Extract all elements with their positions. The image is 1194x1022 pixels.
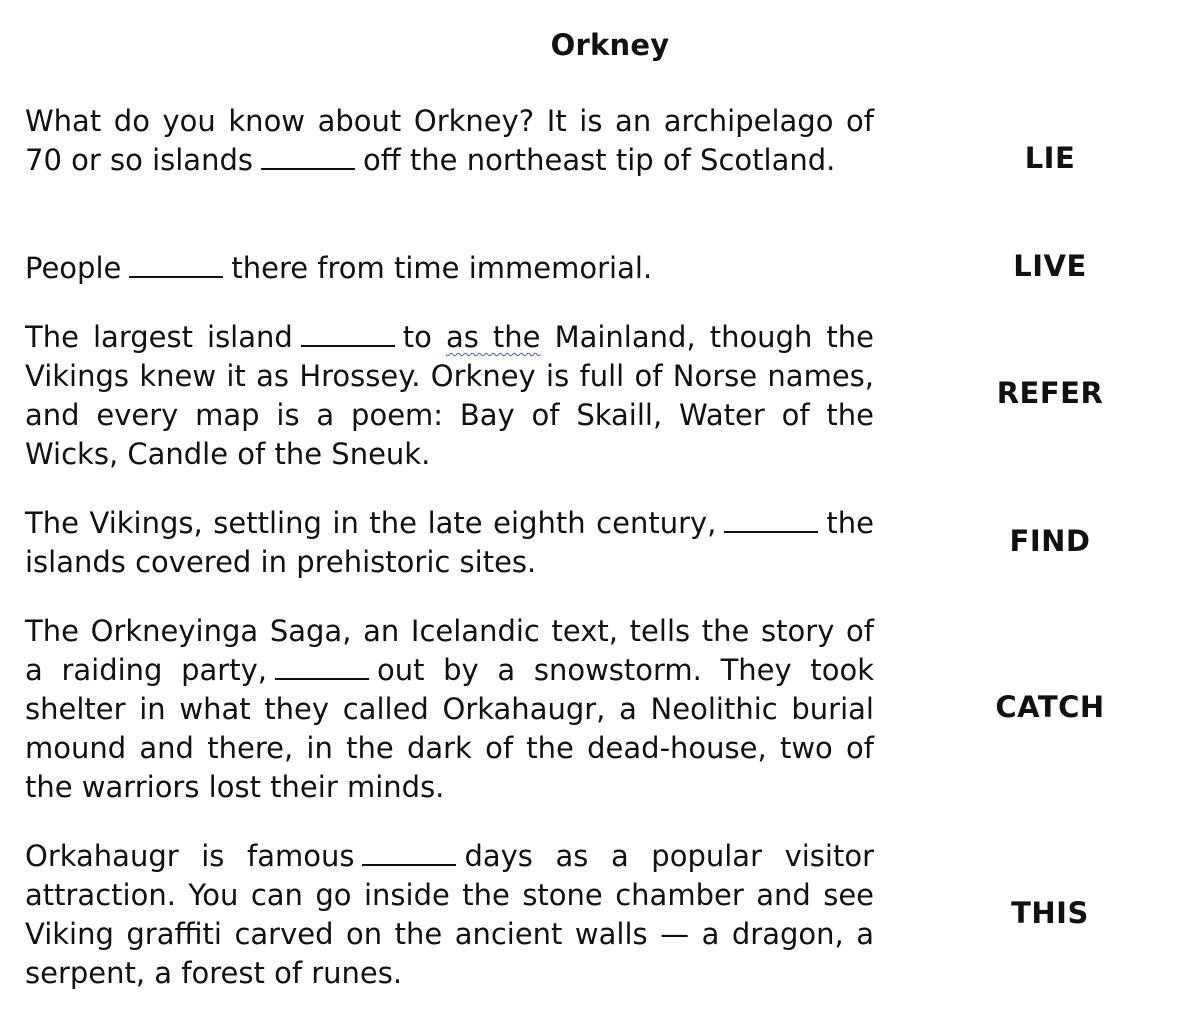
answer-blank[interactable] — [129, 252, 223, 278]
exercise-paragraph-3 — [25, 318, 874, 474]
keyword-lie: LIE — [1024, 141, 1076, 175]
paragraph-text-after: to — [402, 320, 432, 354]
answer-blank[interactable] — [261, 144, 355, 170]
keyword-catch: CATCH — [995, 690, 1105, 724]
paragraph-text-after: off the northeast tip of Scotland. — [362, 143, 836, 177]
exercise-paragraph-1 — [25, 102, 874, 180]
keyword-this: THIS — [1011, 896, 1089, 930]
paragraph-text-before: People — [25, 251, 122, 285]
paragraph-text-after: there from time immemorial. — [231, 251, 653, 285]
paragraph-text-after: days as a popular visitor attraction. You can go inside the stone chamber and see Viking graffiti carved on the ancient walls — a dragon, a serpent, a forest of runes. — [25, 839, 875, 990]
answer-blank[interactable] — [301, 321, 395, 347]
exercise-paragraph-4 — [25, 504, 874, 582]
page-title: Orkney — [550, 28, 670, 62]
paragraph-text-before: Orkahaugr is famous — [25, 839, 355, 873]
paragraph-text-before: The largest island — [25, 320, 293, 354]
exercise-paragraph-2 — [25, 249, 874, 288]
keyword-live: LIVE — [1013, 249, 1087, 283]
paragraph-text-before: The Vikings, settling in the late eighth century, — [25, 506, 717, 540]
exercise-paragraph-5 — [25, 612, 874, 807]
keyword-find: FIND — [1009, 524, 1091, 558]
answer-blank[interactable] — [724, 507, 818, 533]
paragraph-text-before: The Orkneyinga Saga, an Icelandic text, tells the story of a raiding party, — [25, 614, 874, 687]
paragraph-text-after: out by a snowstorm. They took shelter in what they called Orkahaugr, a Neolithic burial mound and there, in the dark of the dead-house, two of the warriors lost their minds. — [25, 653, 874, 804]
paragraph-text-after: the islands covered in prehistoric sites. — [25, 506, 874, 579]
keyword-refer: REFER — [996, 376, 1104, 410]
answer-blank[interactable] — [362, 840, 456, 866]
paragraph-text-before: What do you know about Orkney? It is an archipelago of 70 or so islands — [25, 104, 874, 177]
paragraph-text-after: Mainland, though the Vikings knew it as Hrossey. Orkney is full of Norse names, and every map is a poem: Bay of Skaill, Water of the Wicks, Candle of the Sneuk. — [25, 320, 874, 471]
exercise-paragraph-6 — [25, 837, 874, 993]
answer-blank[interactable] — [275, 654, 369, 680]
spellcheck-underlined-text: as the — [445, 320, 541, 354]
